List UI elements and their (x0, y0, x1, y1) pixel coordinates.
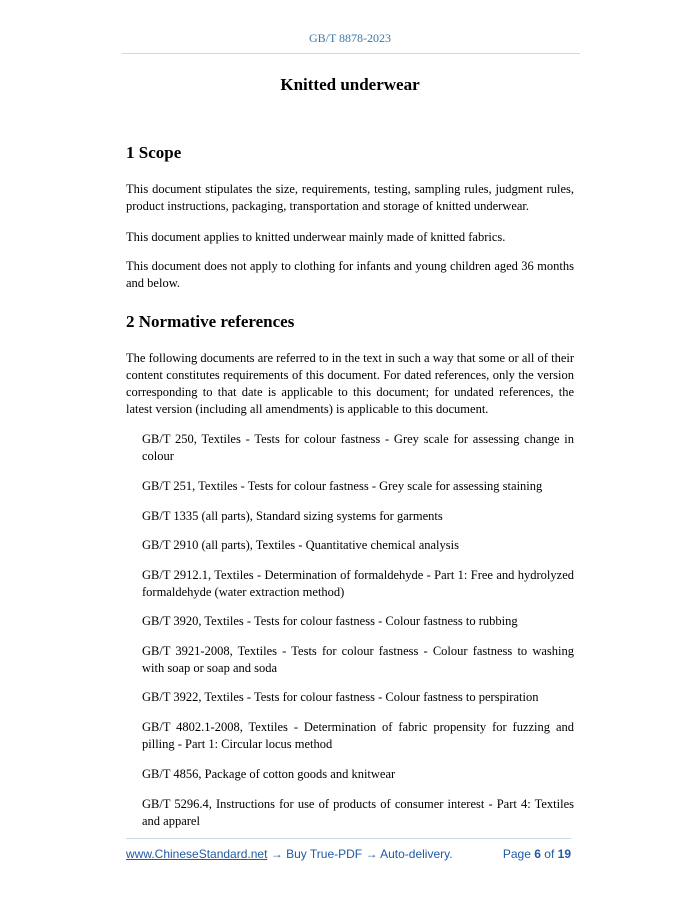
section-heading-scope: 1 Scope (126, 143, 182, 162)
website-link[interactable]: www.ChineseStandard.net (126, 847, 268, 861)
footer-tagline: → Buy True-PDF → Auto-delivery. (267, 847, 453, 861)
reference-item: GB/T 3922, Textiles - Tests for colour fastness - Colour fastness to perspiration (142, 690, 539, 704)
page-current: 6 (534, 847, 541, 861)
reference-item: GB/T 250, Textiles - Tests for colour fastness - Grey scale for assessing change in colour (142, 432, 574, 463)
reference-item: GB/T 4856, Package of cotton goods and knitwear (142, 767, 396, 781)
page-total: 19 (557, 847, 571, 861)
page-footer (126, 847, 571, 861)
reference-item: GB/T 4802.1-2008, Textiles - Determination of fabric propensity for fuzzing and pilling - Part 1: Circular locus method (142, 720, 574, 751)
reference-item: GB/T 2912.1, Textiles - Determination of formaldehyde - Part 1: Free and hydrolyzed formaldehyde (water extraction method) (142, 568, 574, 599)
scope-paragraph-3: This document does not apply to clothing for infants and young children aged 36 months and below. (126, 259, 574, 290)
reference-item: GB/T 1335 (all parts), Standard sizing systems for garments (142, 509, 443, 523)
reference-item: GB/T 2910 (all parts), Textiles - Quantitative chemical analysis (142, 538, 459, 552)
reference-item: GB/T 3921-2008, Textiles - Tests for colour fastness - Colour fastness to washing with soap or soap and soda (142, 644, 574, 675)
running-header: GB/T 8878-2023 (308, 31, 392, 45)
scope-paragraph-1: This document stipulates the size, requirements, testing, sampling rules, judgment rules, product instructions, packaging, transportation and storage of knitted underwear. (126, 182, 574, 213)
scope-paragraph-2: This document applies to knitted underwear mainly made of knitted fabrics. (126, 230, 506, 244)
document-title: Knitted underwear (280, 75, 420, 94)
normative-intro-paragraph: The following documents are referred to in the text in such a way that some or all of their content constitutes requirements of this document. For dated references, only the version corresponding to that date is applicable to this document; for undated references, the latest version (including all amendments) is applicable to this document. (126, 351, 574, 416)
footer-divider (126, 838, 571, 839)
header-divider (122, 53, 580, 54)
page-label: Page (502, 847, 531, 861)
reference-item: GB/T 5296.4, Instructions for use of products of consumer interest - Part 4: Textiles and apparel (142, 797, 574, 828)
section-heading-normative-references: 2 Normative references (126, 312, 295, 331)
reference-item: GB/T 251, Textiles - Tests for colour fastness - Grey scale for assessing staining (142, 479, 543, 493)
page-of-label: of (544, 847, 555, 861)
page-indicator (503, 847, 571, 861)
reference-item: GB/T 3920, Textiles - Tests for colour fastness - Colour fastness to rubbing (142, 614, 518, 628)
